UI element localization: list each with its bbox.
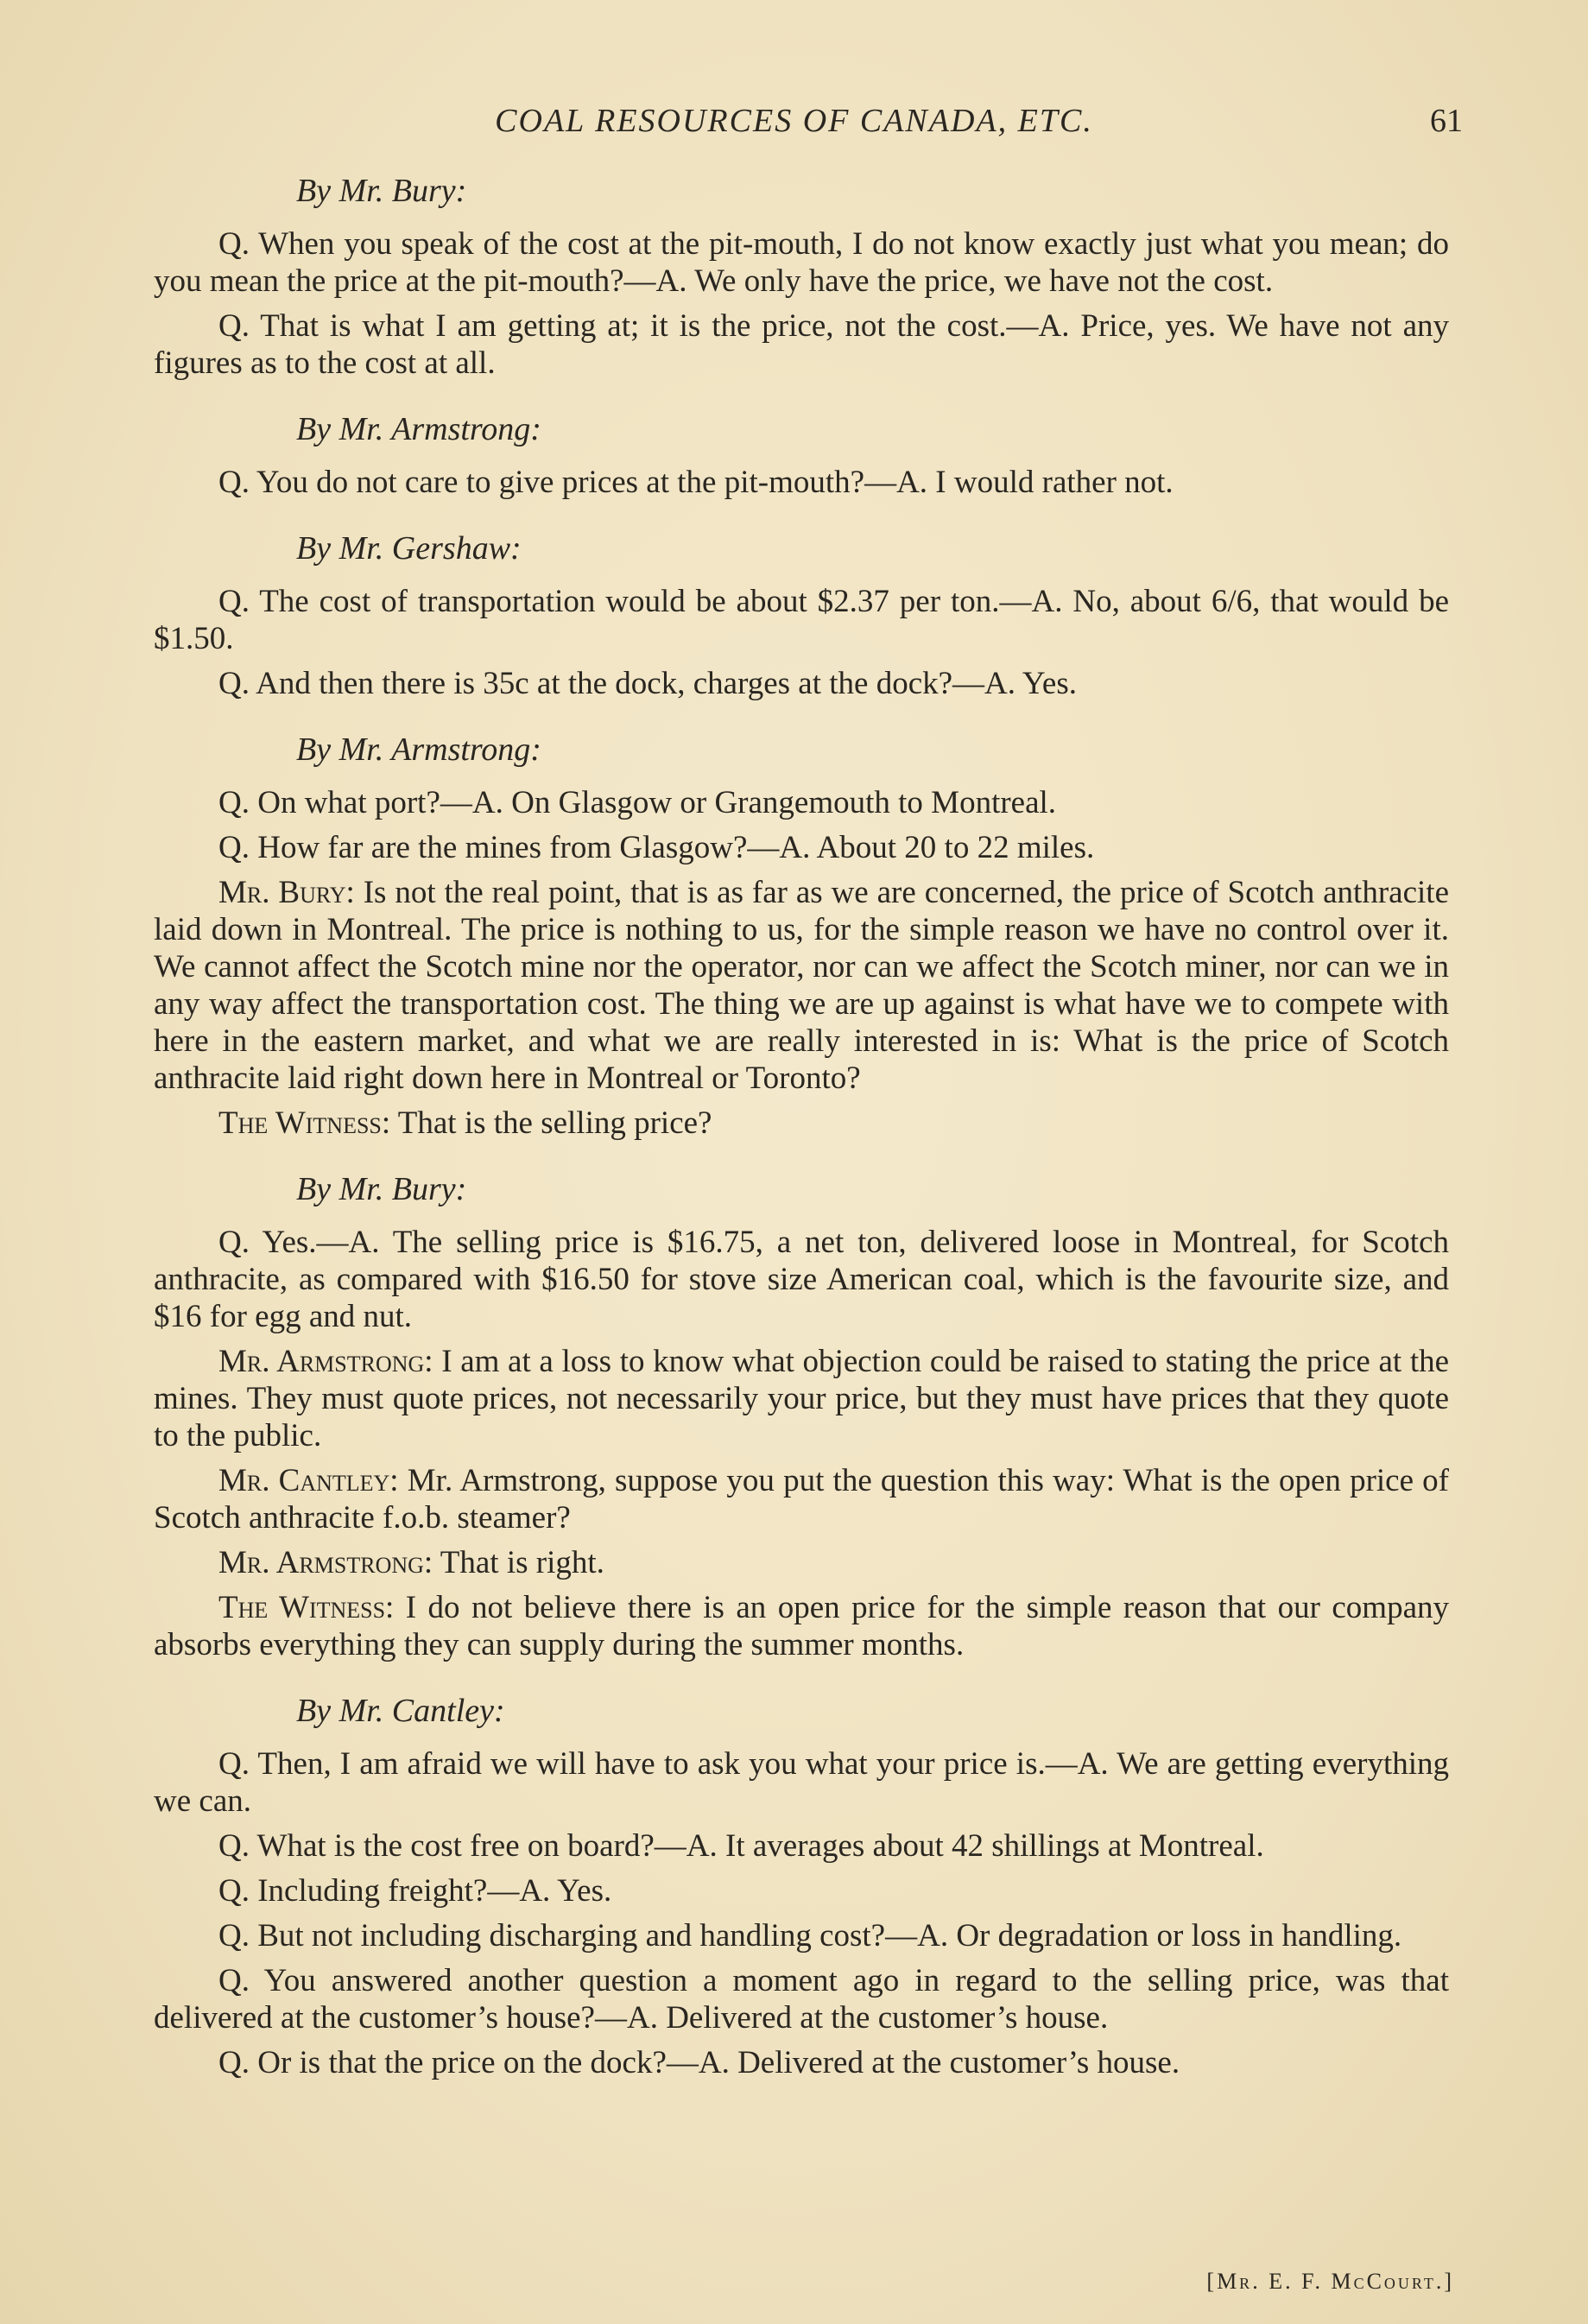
paragraph-text: Q. How far are the mines from Glasgow?—A. About 20 to 22 miles. bbox=[218, 830, 1095, 865]
question-answer-paragraph bbox=[154, 784, 1449, 821]
speaker-name: The Witness: bbox=[218, 1105, 391, 1141]
examiner-heading: By Mr. Bury: bbox=[296, 1171, 467, 1207]
examiner-heading: By Mr. Bury: bbox=[296, 173, 467, 209]
paragraph-text: Q. Or is that the price on the dock?—A. Delivered at the customer’s house. bbox=[218, 2045, 1180, 2080]
speaker-paragraph bbox=[154, 1105, 1449, 1142]
speaker-paragraph bbox=[154, 1343, 1449, 1454]
question-answer-paragraph bbox=[154, 1224, 1449, 1335]
paragraph-text: Q. Including freight?—A. Yes. bbox=[218, 1873, 612, 1909]
speaker-name: Mr. Cantley: bbox=[218, 1463, 399, 1498]
paragraph-text: Q. You answered another question a moment ago in regard to the selling price, was that delivered at the customer’s house?—A. Delivered at the customer’s house. bbox=[154, 1963, 1449, 2036]
question-answer-paragraph bbox=[154, 464, 1449, 501]
running-title: COAL RESOURCES OF CANADA, ETC. bbox=[495, 103, 1093, 139]
paragraph-text: Q. That is what I am getting at; it is the price, not the cost.—A. Price, yes. We have not any figures as to the cost at all. bbox=[154, 308, 1449, 381]
speaker-name: Mr. Armstrong: bbox=[218, 1545, 433, 1580]
paragraph-text: Q. The cost of transportation would be about $2.37 per ton.—A. No, about 6/6, that would be $1.50. bbox=[154, 584, 1449, 656]
question-answer-paragraph bbox=[154, 829, 1449, 866]
speaker-paragraph bbox=[154, 874, 1449, 1097]
examiner-heading: By Mr. Gershaw: bbox=[296, 530, 522, 567]
question-answer-paragraph bbox=[154, 665, 1449, 702]
paragraph-text: Q. Yes.—A. The selling price is $16.75, a net ton, delivered loose in Montreal, for Scotch anthracite, as compared with $16.50 for stove size American coal, which is the favourite size, and $16 for egg and nut. bbox=[154, 1225, 1449, 1334]
page-number: 61 bbox=[1430, 103, 1463, 139]
witness-credit: [Mr. E. F. McCourt.] bbox=[1206, 2269, 1454, 2294]
question-answer-paragraph bbox=[154, 225, 1449, 300]
question-answer-paragraph bbox=[154, 307, 1449, 382]
paragraph-text: That is right. bbox=[440, 1545, 604, 1580]
speaker-name: The Witness: bbox=[218, 1590, 395, 1625]
speaker-paragraph bbox=[154, 1462, 1449, 1536]
examiner-heading: By Mr. Armstrong: bbox=[296, 411, 541, 447]
running-header bbox=[0, 102, 1588, 154]
question-answer-paragraph bbox=[154, 583, 1449, 657]
paragraph-text: Mr. Armstrong, suppose you put the question this way: What is the open price of Scotch anthracite f.o.b. steamer? bbox=[154, 1463, 1449, 1536]
examiner-heading: By Mr. Armstrong: bbox=[296, 731, 541, 768]
speaker-name: Mr. Bury: bbox=[218, 875, 355, 910]
paragraph-text: Q. You do not care to give prices at the pit-mouth?—A. I would rather not. bbox=[218, 465, 1174, 500]
paragraph-text: Q. When you speak of the cost at the pit-mouth, I do not know exactly just what you mean; do you mean the price at the pit-mouth?—A. We only have the price, we have not the cost. bbox=[154, 226, 1449, 299]
question-answer-paragraph bbox=[154, 1962, 1449, 2036]
paragraph-text: Q. What is the cost free on board?—A. It averages about 42 shillings at Montreal. bbox=[218, 1828, 1264, 1864]
paragraph-text: Q. And then there is 35c at the dock, charges at the dock?—A. Yes. bbox=[218, 666, 1077, 701]
speaker-paragraph bbox=[154, 1544, 1449, 1581]
paragraph-text: Is not the real point, that is as far as we are concerned, the price of Scotch anthracite laid down in Montreal. The price is nothing to us, for the simple reason we have no control over it. We cannot affect the Scotch mine nor the operator, nor can we affect the Scotch miner, nor can we in any way affect the transportation cost. The thing we are up against is what have we to compete with here in the eastern market, and what we are really interested in is: What is the price of Scotch anthracite laid right down here in Montreal or Toronto? bbox=[154, 875, 1449, 1096]
page-body bbox=[154, 173, 1449, 2089]
speaker-paragraph bbox=[154, 1589, 1449, 1663]
paragraph-text: I am at a loss to know what objection could be raised to stating the price at the mines. They must quote prices, not necessarily your price, but they must have prices that they quote to the public. bbox=[154, 1344, 1450, 1453]
paragraph-text: That is the selling price? bbox=[397, 1105, 712, 1141]
paragraph-text: I do not believe there is an open price for the simple reason that our company absorbs everything they can supply during the summer months. bbox=[154, 1590, 1450, 1662]
question-answer-paragraph bbox=[154, 1745, 1449, 1820]
question-answer-paragraph bbox=[154, 1917, 1449, 1954]
paragraph-text: Q. Then, I am afraid we will have to ask you what your price is.—A. We are getting everything we can. bbox=[154, 1746, 1449, 1819]
question-answer-paragraph bbox=[154, 1872, 1449, 1909]
question-answer-paragraph bbox=[154, 1827, 1449, 1865]
examiner-heading: By Mr. Cantley: bbox=[296, 1693, 505, 1729]
paragraph-text: Q. On what port?—A. On Glasgow or Grangemouth to Montreal. bbox=[218, 785, 1057, 820]
speaker-name: Mr. Armstrong: bbox=[218, 1344, 433, 1379]
paragraph-text: Q. But not including discharging and handling cost?—A. Or degradation or loss in handling. bbox=[218, 1918, 1402, 1954]
question-answer-paragraph bbox=[154, 2044, 1449, 2081]
